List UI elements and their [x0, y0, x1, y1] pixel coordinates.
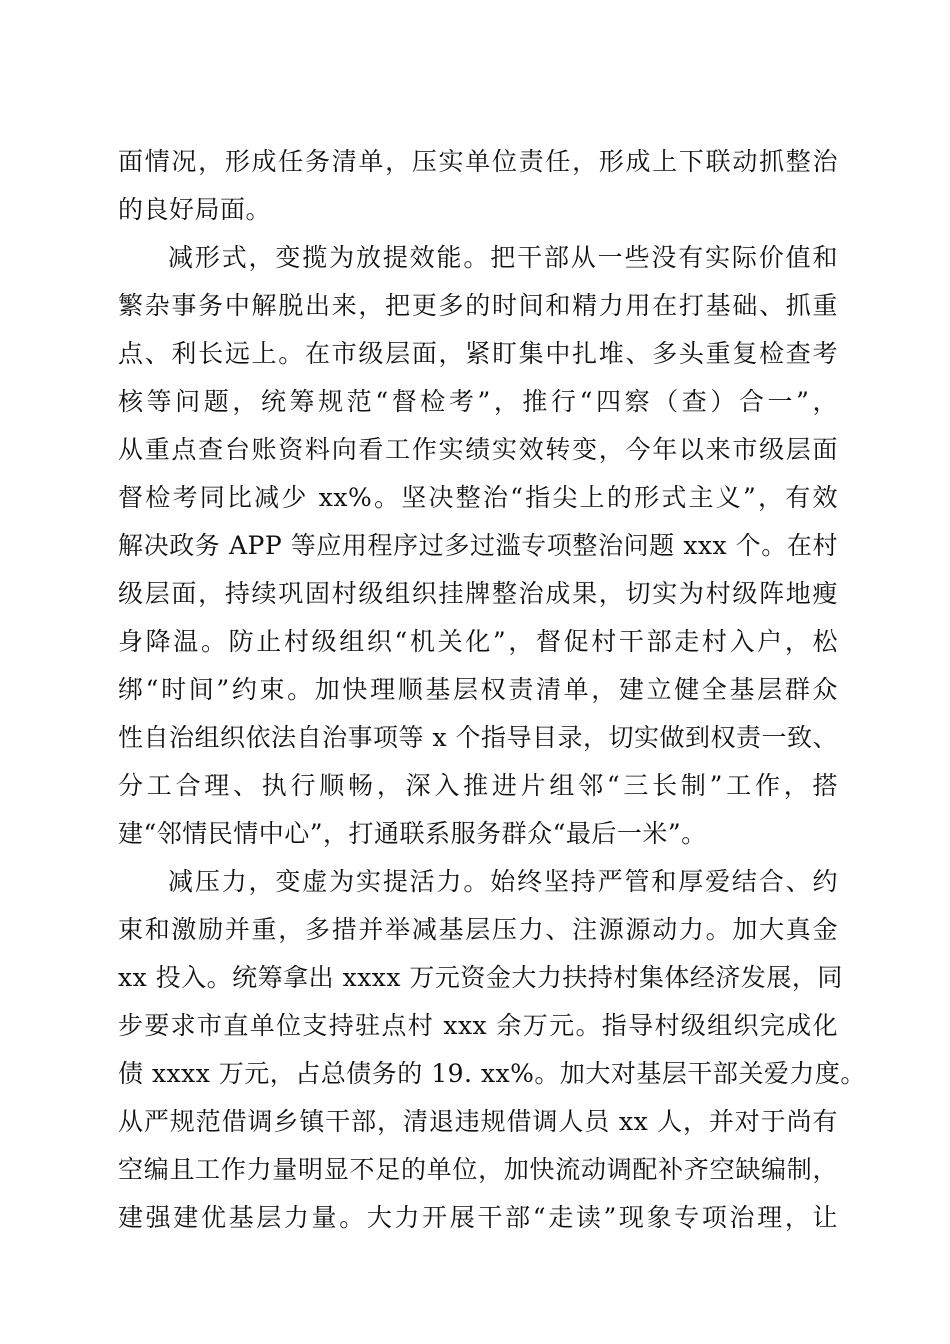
text-line: 繁杂事务中解脱出来，把更多的时间和精力用在打基础、抓重 [118, 291, 838, 320]
text-line: 解决政务 APP 等应用程序过多过滥专项整治问题 xxx 个。在村 [118, 531, 838, 560]
text-line: 步要求市直单位支持驻点村 xxx 余万元。指导村级组织完成化 [118, 1011, 838, 1040]
text-line: 绑“时间”约束。加快理顺基层权责清单，建立健全基层群众 [118, 675, 838, 704]
text-line: 核等问题，统筹规范“督检考”，推行“四察（查）合一”， [118, 387, 838, 416]
text-line: 性自治组织依法自治事项等 x 个指导目录，切实做到权责一致、 [118, 723, 838, 752]
paragraph-start-line: 减压力，变虚为实提活力。始终坚持严管和厚爱结合、约 [168, 867, 838, 896]
text-line: 建强建优基层力量。大力开展干部“走读”现象专项治理，让 [118, 1203, 838, 1232]
text-line: 从重点查台账资料向看工作实绩实效转变，今年以来市级层面 [118, 435, 838, 464]
text-line: 点、利长远上。在市级层面，紧盯集中扎堆、多头重复检查考 [118, 339, 838, 368]
text-line: 面情况，形成任务清单，压实单位责任，形成上下联动抓整治 [118, 147, 838, 176]
text-line: xx 投入。统筹拿出 xxxx 万元资金大力扶持村集体经济发展，同 [118, 963, 843, 992]
text-line: 督检考同比减少 xx%。坚决整治“指尖上的形式主义”，有效 [118, 483, 838, 512]
text-line: 建“邻情民情中心”，打通联系服务群众“最后一米”。 [118, 819, 707, 848]
text-line: 空编且工作力量明显不足的单位，加快流动调配补齐空缺编制， [118, 1155, 838, 1184]
text-line: 的良好局面。 [118, 195, 272, 224]
text-line: 束和激励并重，多措并举减基层压力、注源源动力。加大真金 [118, 915, 838, 944]
text-line: 从严规范借调乡镇干部，清退违规借调人员 xx 人，并对于尚有 [118, 1107, 838, 1136]
text-line: 身降温。防止村级组织“机关化”，督促村干部走村入户，松 [118, 627, 838, 656]
paragraph-start-line: 减形式，变揽为放提效能。把干部从一些没有实际价值和 [168, 243, 838, 272]
text-line: 级层面，持续巩固村级组织挂牌整治成果，切实为村级阵地瘦 [118, 579, 838, 608]
text-line: 债 xxxx 万元，占总债务的 19. xx%。加大对基层干部关爱力度。 [118, 1059, 866, 1088]
text-line: 分工合理、执行顺畅，深入推进片组邻“三长制”工作，搭 [118, 771, 838, 800]
